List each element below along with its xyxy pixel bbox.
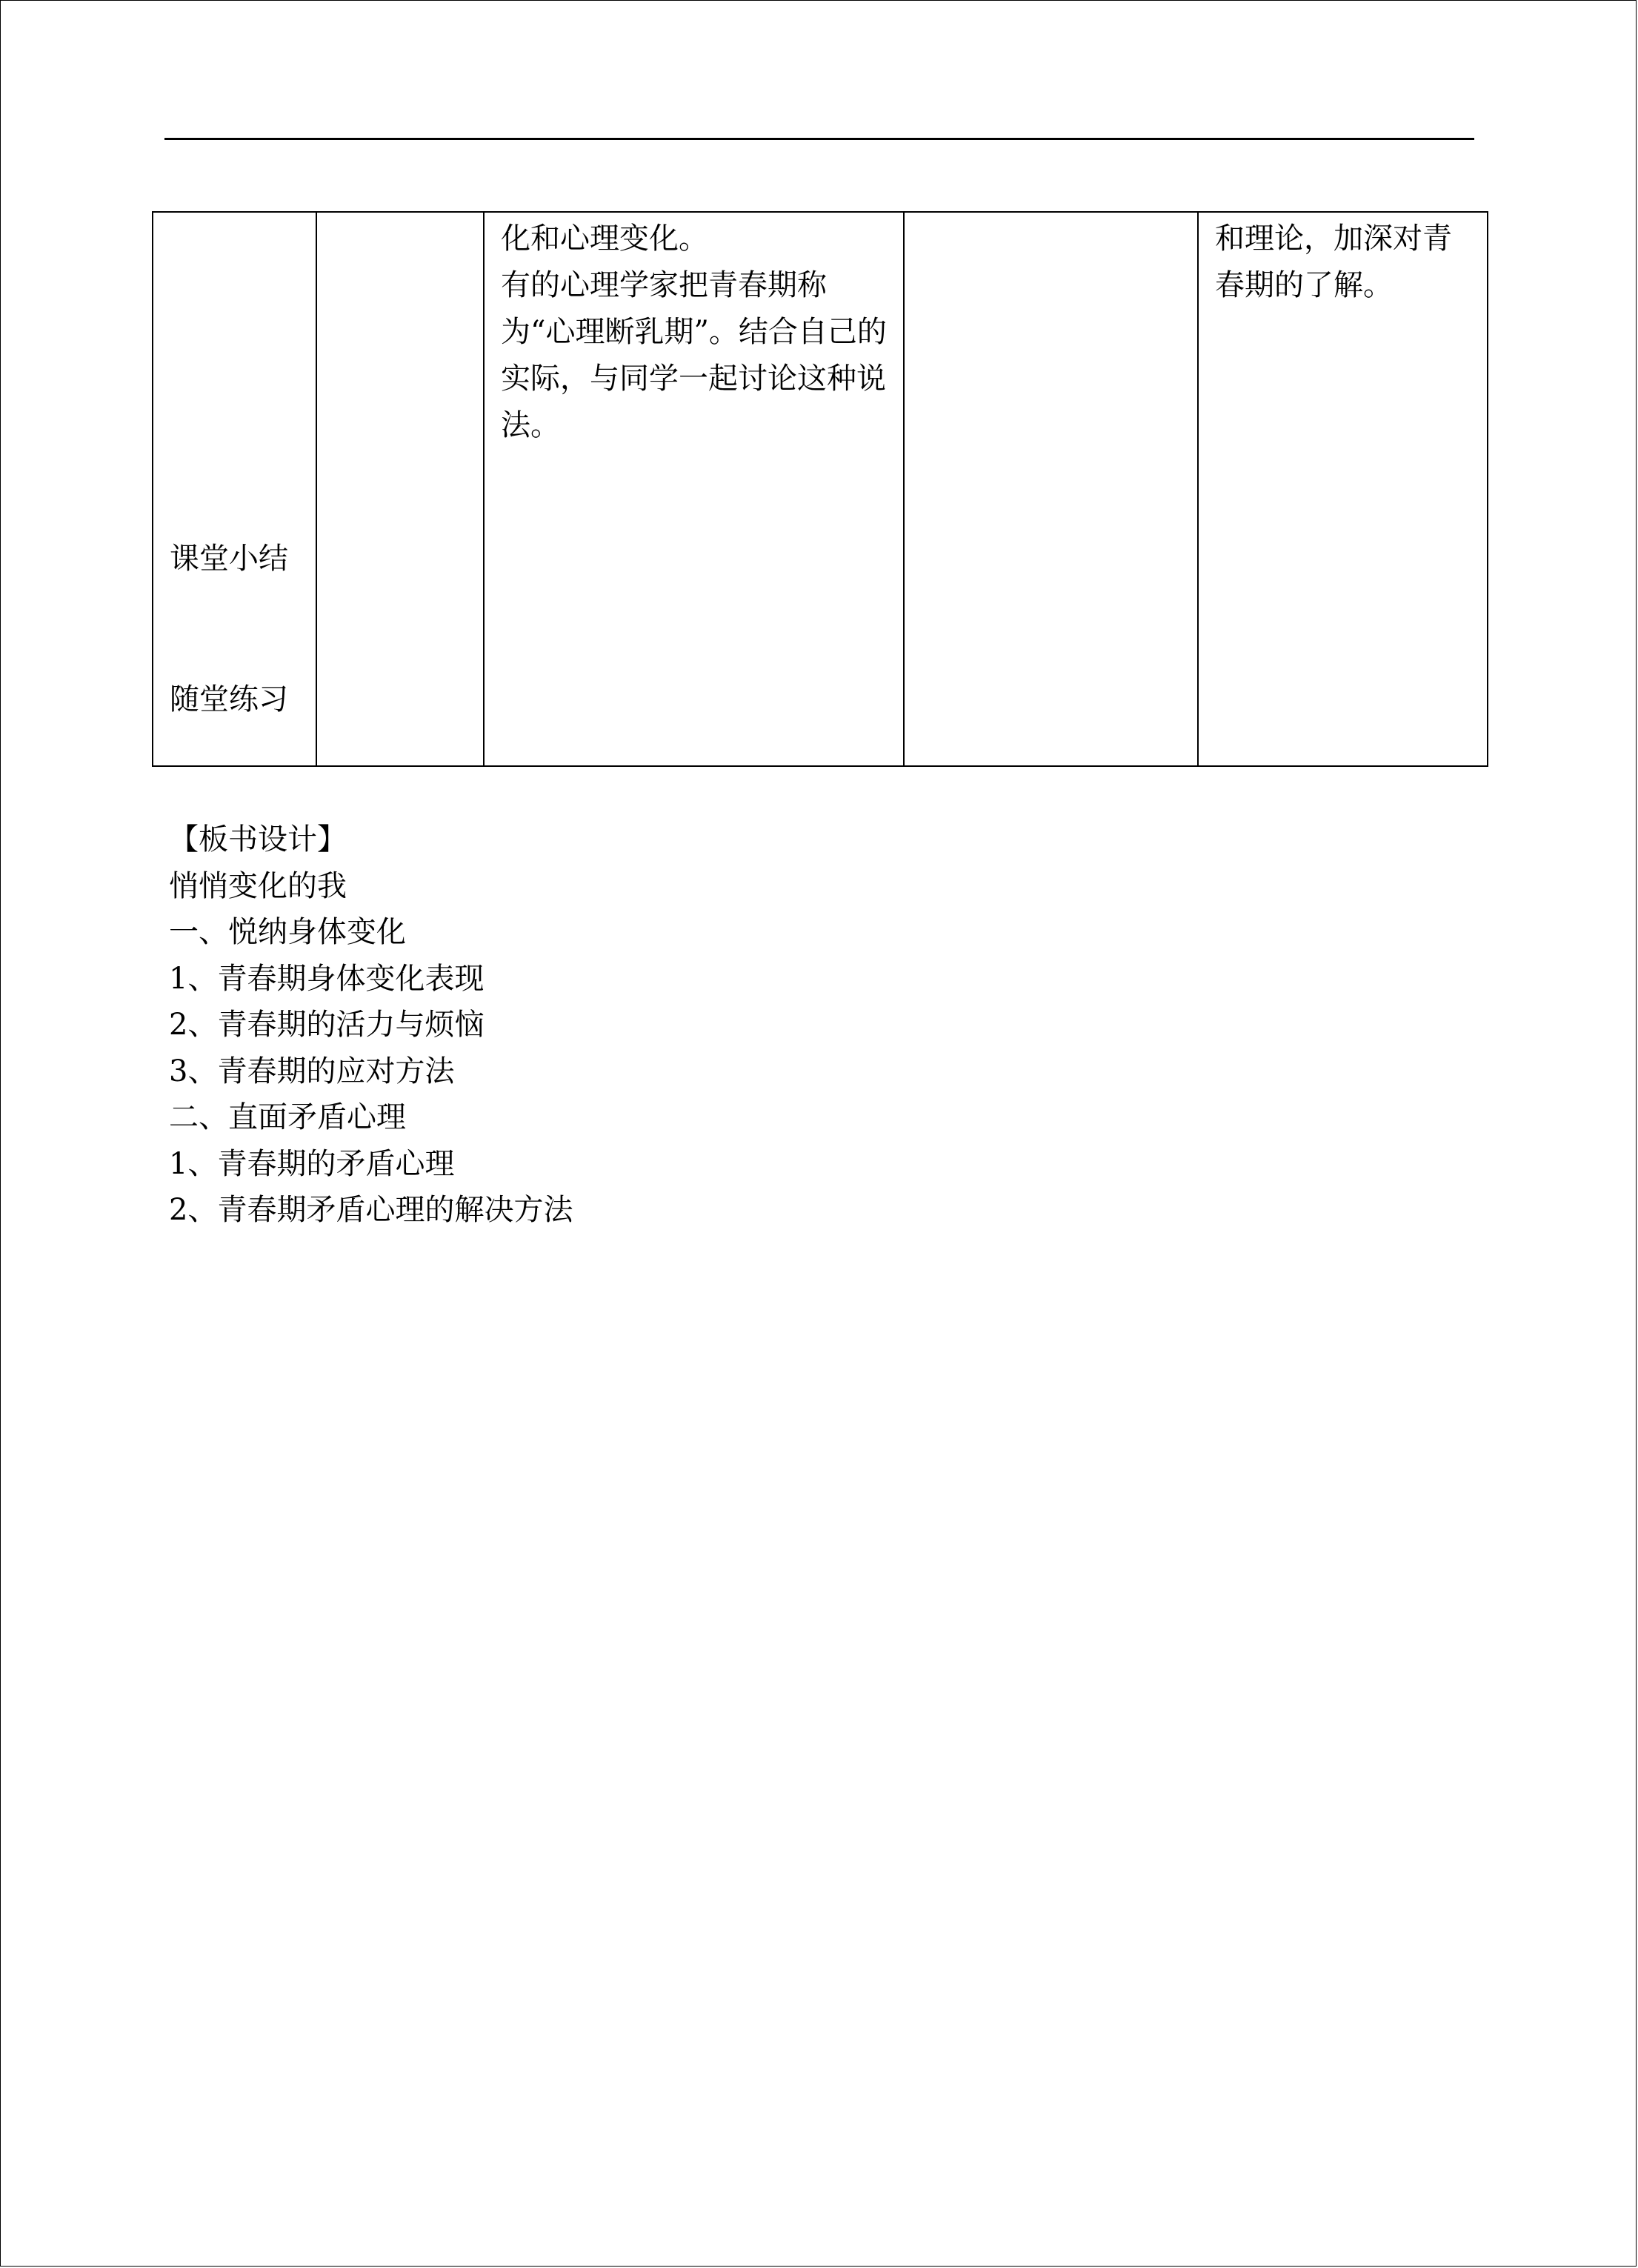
intent-text: 和理论，加深对青春期的了解。 bbox=[1215, 222, 1452, 302]
activity-cell bbox=[484, 212, 904, 766]
table-row bbox=[153, 212, 1488, 766]
empty-cell bbox=[904, 212, 1198, 766]
stage-label-practice: 随堂练习 bbox=[170, 682, 288, 716]
board-line: 1、青春期的矛盾心理 bbox=[169, 1146, 455, 1181]
lesson-table bbox=[152, 211, 1488, 767]
activity-paragraph: 有的心理学家把青春期称为“心理断乳期”。结合自己的实际，与同学一起讨论这种说法。 bbox=[501, 268, 887, 442]
empty-cell bbox=[316, 212, 484, 766]
board-line: 一、悦纳身体变化 bbox=[169, 915, 406, 949]
board-line: 二、直面矛盾心理 bbox=[169, 1100, 406, 1134]
activity-paragraph: 化和心理变化。 bbox=[501, 222, 708, 256]
stage-label-summary: 课堂小结 bbox=[170, 542, 288, 576]
intent-cell bbox=[1198, 212, 1488, 766]
board-line: 1、青春期身体变化表现 bbox=[169, 961, 485, 996]
stage-cell bbox=[153, 212, 316, 766]
board-title: 悄悄变化的我 bbox=[169, 868, 347, 903]
header-rule bbox=[164, 138, 1474, 140]
board-heading: 【板书设计】 bbox=[169, 822, 347, 857]
board-line: 2、青春期矛盾心理的解决方法 bbox=[169, 1193, 573, 1227]
board-design bbox=[169, 817, 1206, 1234]
board-line: 3、青春期的应对方法 bbox=[169, 1054, 455, 1088]
board-line: 2、青春期的活力与烦恼 bbox=[169, 1008, 485, 1042]
